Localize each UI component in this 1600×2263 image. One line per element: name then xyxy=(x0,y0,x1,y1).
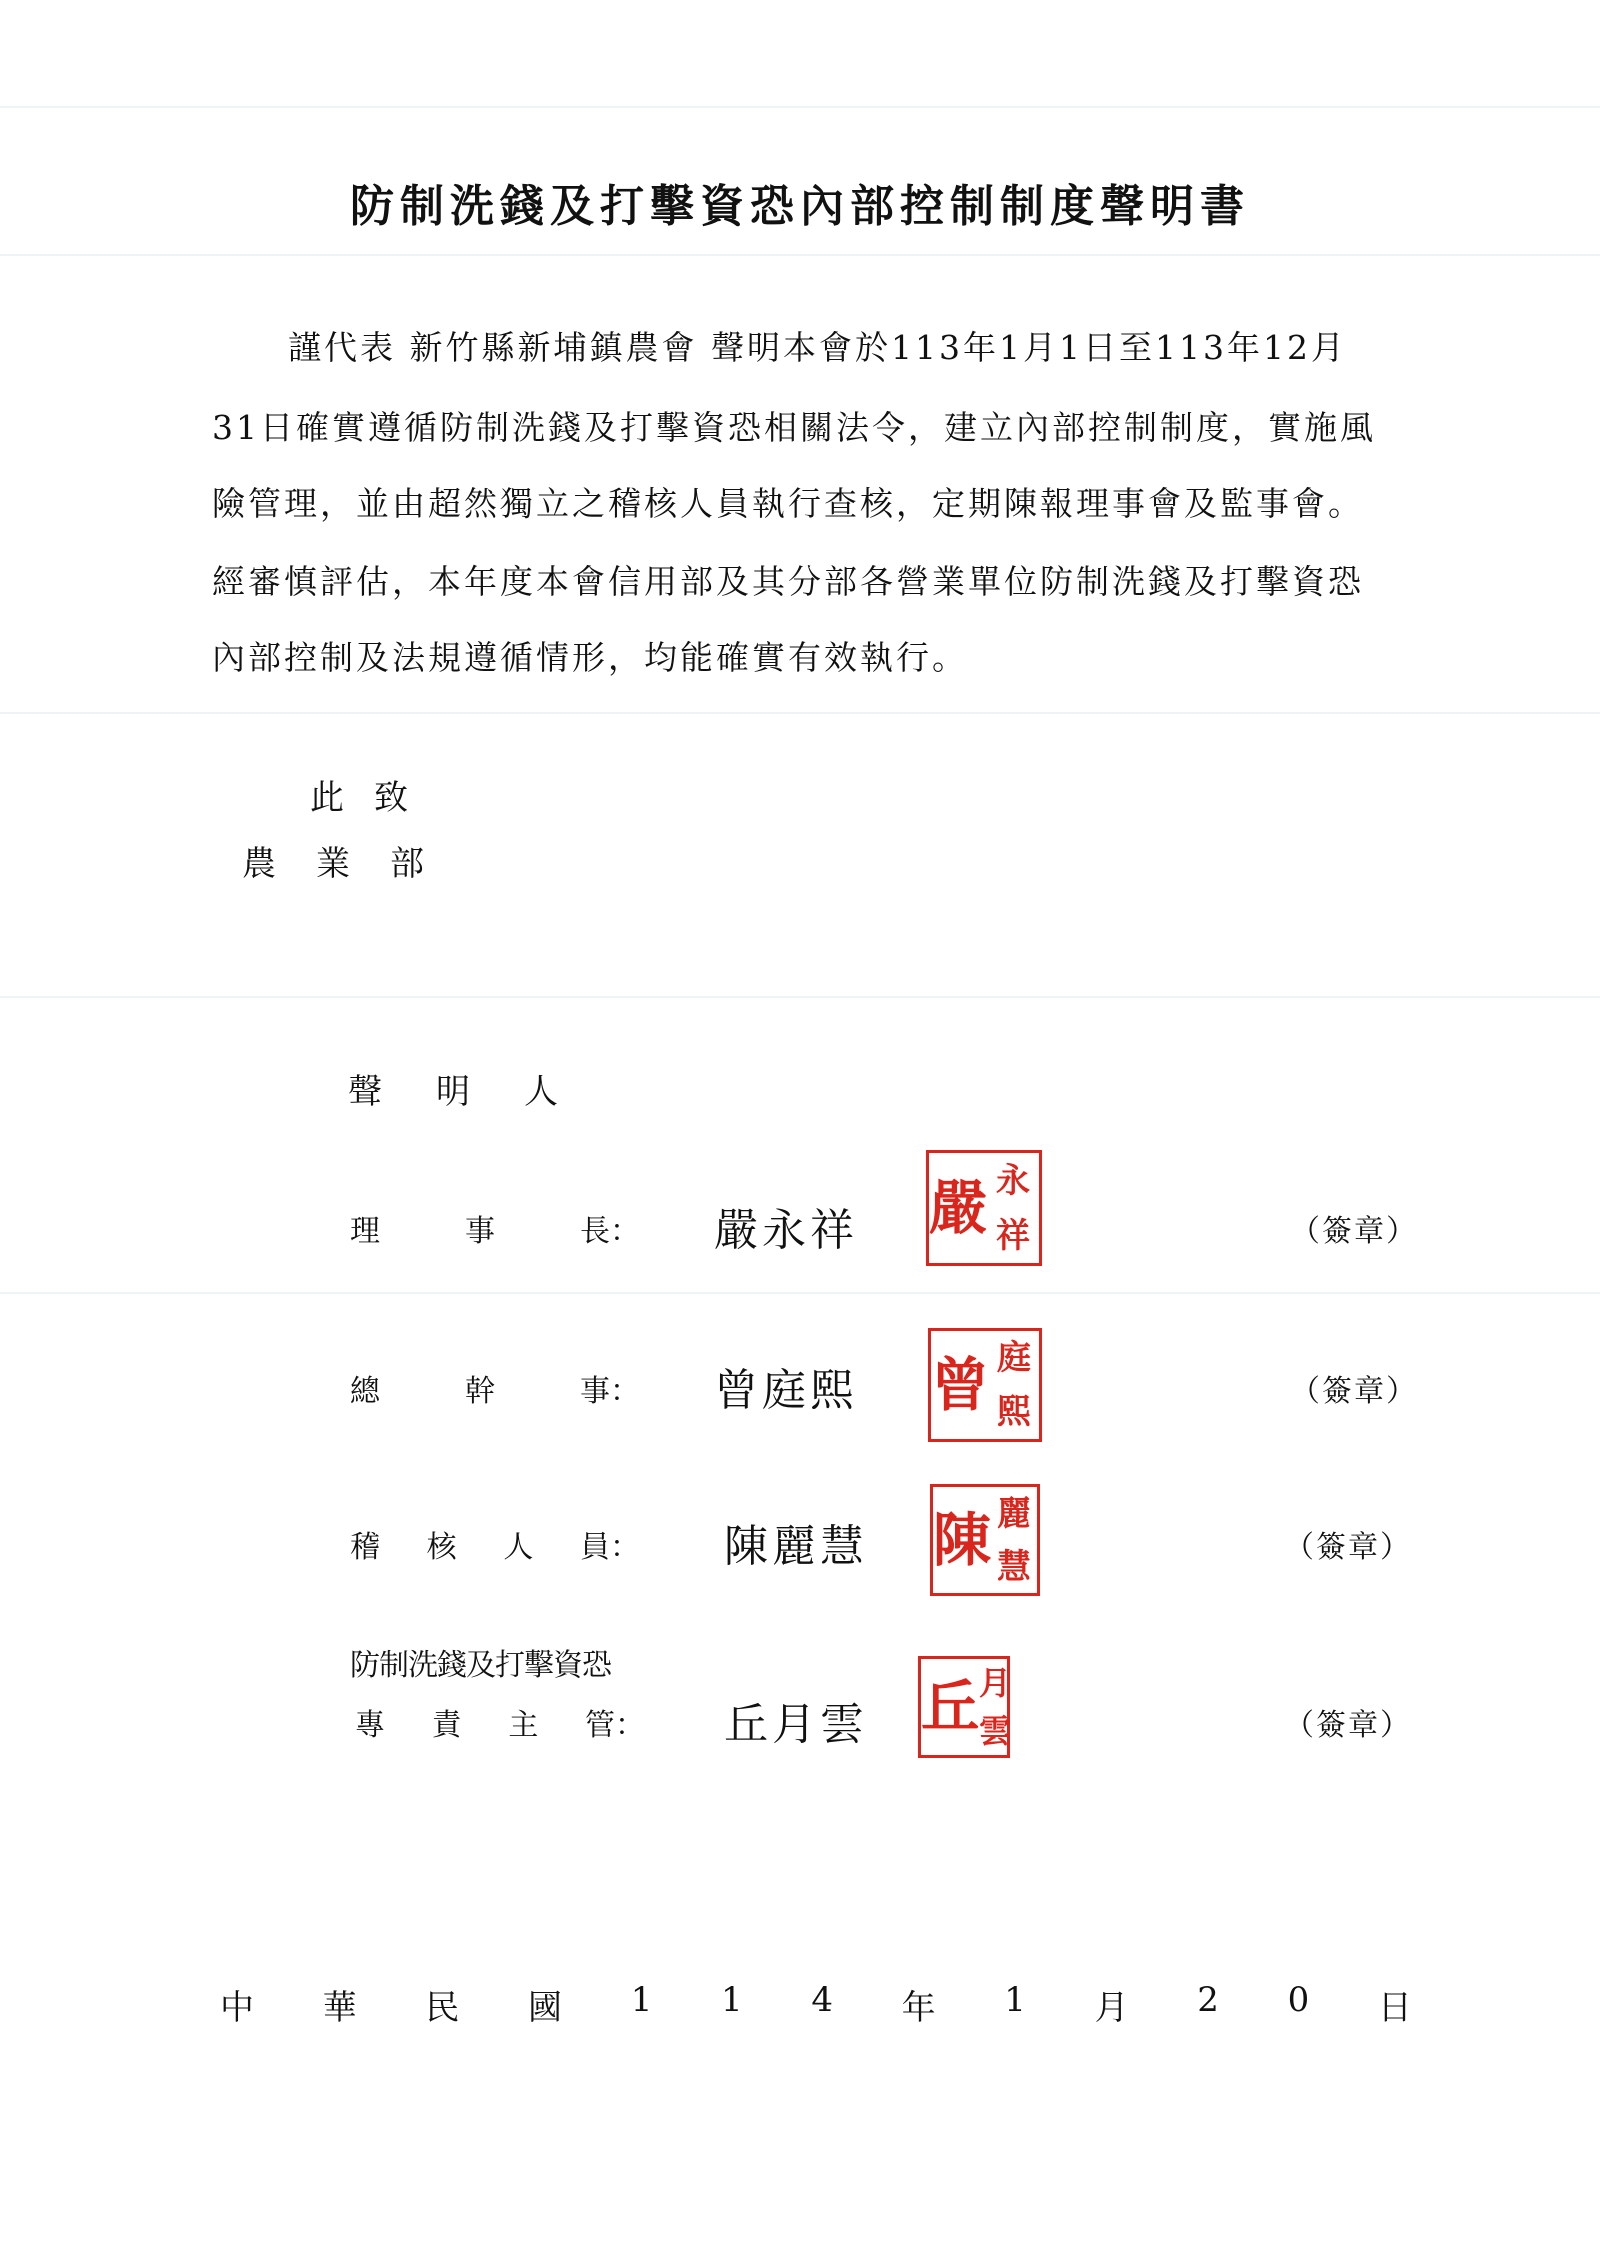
signatory-name: 丘月雲 xyxy=(724,1699,868,1750)
seal-stamp: 庭 曾 熙 xyxy=(928,1328,1042,1442)
body-line: 31日確實遵循防制洗錢及打擊資恐相關法令，建立內部控制制度，實施風 xyxy=(212,408,1376,447)
scan-line xyxy=(0,712,1600,714)
scan-line xyxy=(0,254,1600,256)
role-aml-title: 防制洗錢及打擊資恐 xyxy=(350,1648,611,1683)
signature-label: （簽章） xyxy=(1284,1708,1412,1743)
body-line: 謹代表 新竹縣新埔鎮農會 聲明本會於113年1月1日至113年12月 xyxy=(288,328,1347,367)
role-aml-officer: 專 責 主 管： xyxy=(355,1708,645,1743)
closing-phrase: 此致 xyxy=(310,778,438,818)
seal-stamp: 麗 陳 慧 xyxy=(930,1484,1040,1596)
role-general-manager: 總 幹 事： xyxy=(350,1374,640,1409)
seal-stamp: 永 嚴 祥 xyxy=(926,1150,1042,1266)
document-title: 防制洗錢及打擊資恐內部控制制度聲明書 xyxy=(350,181,1250,232)
recipient: 農業部 xyxy=(242,844,464,884)
body-line: 內部控制及法規遵循情形，均能確實有效執行。 xyxy=(212,638,968,677)
signatory-name: 曾庭熙 xyxy=(714,1365,858,1416)
signatory-name: 陳麗慧 xyxy=(724,1521,868,1572)
role-auditor: 稽 核 人 員： xyxy=(350,1530,640,1565)
document-date: 中 華 民 國 1 1 4 年 1 月 2 0 日 xyxy=(220,1980,1412,2028)
signature-label: （簽章） xyxy=(1290,1374,1418,1409)
body-line: 險管理，並由超然獨立之稽核人員執行查核，定期陳報理事會及監事會。 xyxy=(212,484,1364,523)
scan-line xyxy=(0,1292,1600,1294)
scan-line xyxy=(0,996,1600,998)
signatory-name: 嚴永祥 xyxy=(714,1205,858,1256)
signature-label: （簽章） xyxy=(1290,1214,1418,1249)
signature-label: （簽章） xyxy=(1284,1530,1412,1565)
scan-line xyxy=(0,106,1600,108)
role-chairman: 理 事 長： xyxy=(350,1214,640,1249)
seal-stamp: 月 丘 雲 xyxy=(918,1656,1010,1758)
body-line: 經審慎評估，本年度本會信用部及其分部各營業單位防制洗錢及打擊資恐 xyxy=(212,562,1364,601)
declarant-label: 聲明人 xyxy=(348,1072,612,1112)
